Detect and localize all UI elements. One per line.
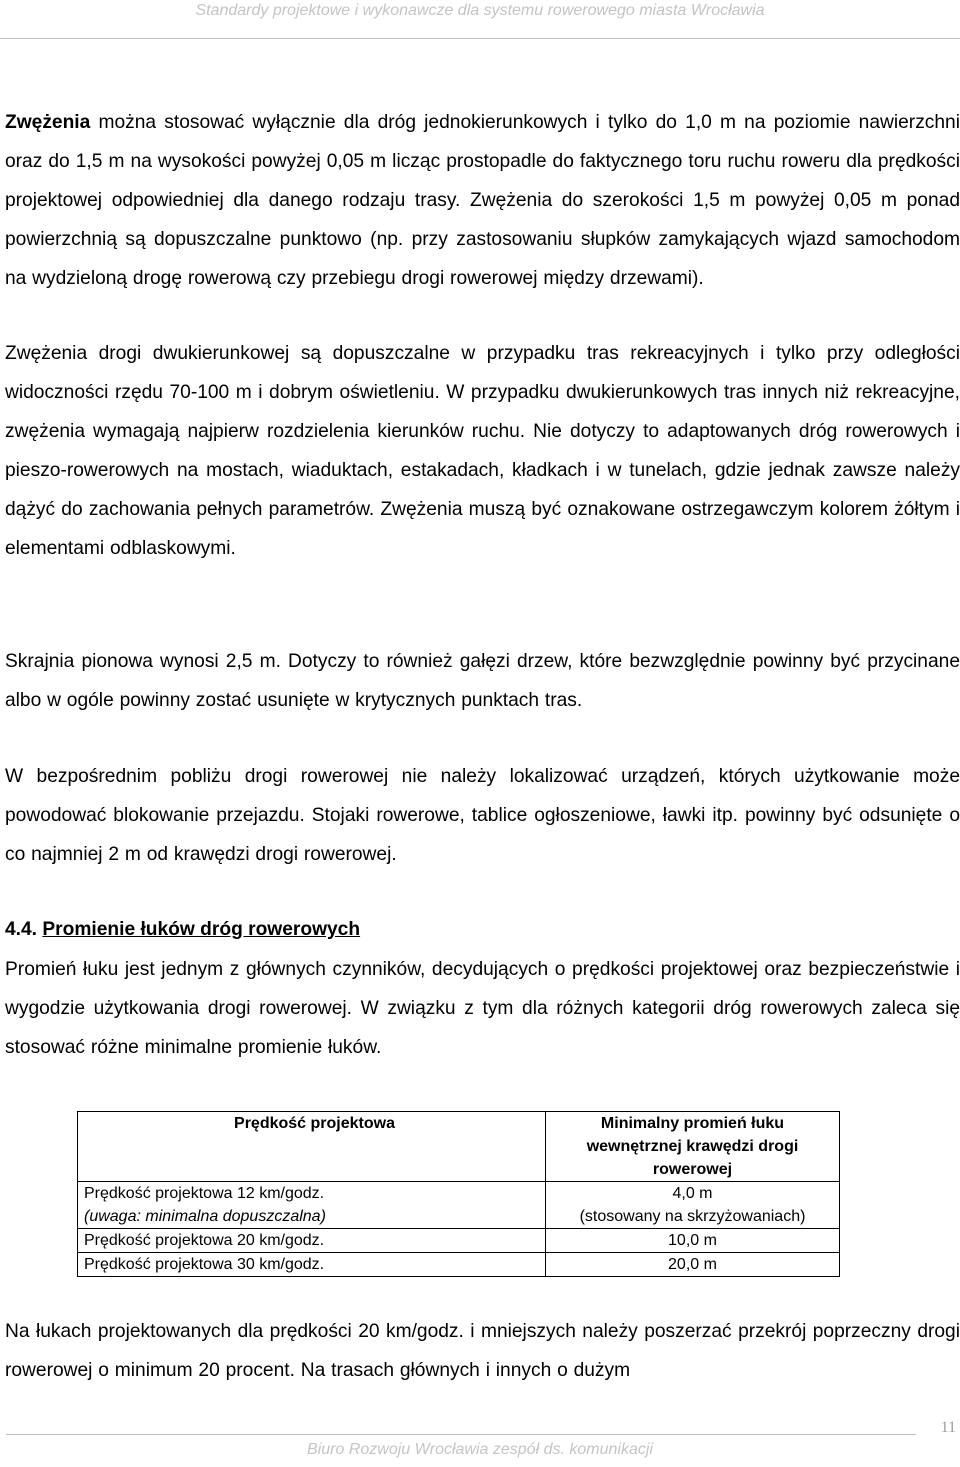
table-row [78,1182,840,1229]
section-title: Promienie łuków dróg rowerowych [42,919,361,940]
term-narrowings: Zwężenia [5,112,91,133]
paragraph-narrowings-text: można stosować wyłącznie dla dróg jednokierunkowych i tylko do 1,0 m na poziomie nawierzchni oraz do 1,5 m na wysokości powyżej 0,05 m licząc prostopadle do faktycznego toru ruchu roweru dla prędkości projektowej odpowiedniej dla danego rodzaju trasy. Zwężenia do szerokości 1,5 m powyżej 0,05 m ponad powierzchnią są dopuszczalne punktowo (np. przy zastosowaniu słupków zamykających wjazd samochodom na wydzieloną drogę rowerową czy przebiegu drogi rowerowej między drzewami). [5,112,960,289]
radius-value: 4,0 m [672,1185,713,1202]
paragraph-two-way-narrowings: Zwężenia drogi dwukierunkowej są dopuszczalne w przypadku tras rekreacyjnych i tylko przy odległości widoczności rzędu 70-100 m i dobrym oświetleniu. W przypadku dwukierunkowych tras innych niż rekreacyjne, zwężenia wymagają najpierw rozdzielenia kierunków ruchu. Nie dotyczy to adaptowanych dróg rowerowych i pieszo-rowerowych na mostach, wiaduktach, estakadach, kładkach i w tunelach, gdzie jednak zawsze należy dążyć do zachowania pełnych parametrów. Zwężenia muszą być oznakowane ostrzegawczym kolorem żółtym i elementami odblaskowymi. [5,343,960,559]
section-heading [5,917,360,943]
table-header-radius-line: wewnętrznej krawędzi drogi [586,1138,799,1155]
table-row [78,1229,840,1253]
table-header-row [78,1112,840,1182]
table-header-radius-line: rowerowej [652,1161,733,1178]
speed-value: Prędkość projektowa 12 km/godz. [84,1185,325,1202]
table-header-speed: Prędkość projektowa [78,1112,546,1182]
table-cell-speed: Prędkość projektowa 30 km/godz. [78,1253,546,1277]
header-rule [0,38,960,39]
paragraph-curve-radius: Promień łuku jest jednym z głównych czynników, decydujących o prędkości projektowej oraz bezpieczeństwie i wygodzie użytkowania drogi rowerowej. W związku z tym dla różnych kategorii dróg rowerowych zaleca się stosować różne minimalne promienie łuków. [5,959,960,1058]
table-cell-radius: 10,0 m [546,1229,840,1253]
running-header: Standardy projektowe i wykonawcze dla systemu rowerowego miasta Wrocławia [195,2,765,19]
footer-rule [6,1434,916,1435]
table-cell-radius: 20,0 m [546,1253,840,1277]
table-cell-speed [78,1182,546,1229]
paragraph-vertical-clearance: Skrajnia pionowa wynosi 2,5 m. Dotyczy to również gałęzi drzew, które bezwzględnie powinny być przycinane albo w ogóle powinny zostać usunięte w krytycznych punktach tras. [5,651,960,711]
table-cell-speed: Prędkość projektowa 20 km/godz. [78,1229,546,1253]
section-number: 4.4. [5,919,38,940]
curve-radius-table [77,1111,840,1277]
speed-note: (uwaga: minimalna dopuszczalna) [84,1208,326,1225]
paragraph-curve-widening: Na łukach projektowanych dla prędkości 20 km/godz. i mniejszych należy poszerzać przekrój poprzeczny drogi rowerowej o minimum 20 procent. Na trasach głównych i innych o dużym [5,1321,960,1381]
table-header-radius [546,1112,840,1182]
table-header-radius-line: Minimalny promień łuku [600,1115,785,1132]
paragraph-narrowings [5,103,960,298]
page-number: 11 [940,1419,956,1436]
radius-note: (stosowany na skrzyżowaniach) [579,1208,806,1225]
footer-credit: Biuro Rozwoju Wrocławia zespół ds. komunikacji [307,1441,653,1458]
table-cell-radius [546,1182,840,1229]
paragraph-obstacles: W bezpośrednim pobliżu drogi rowerowej nie należy lokalizować urządzeń, których użytkowanie może powodować blokowanie przejazdu. Stojaki rowerowe, tablice ogłoszeniowe, ławki itp. powinny być odsunięte o co najmniej 2 m od krawędzi drogi rowerowej. [5,766,960,865]
table-row [78,1253,840,1277]
